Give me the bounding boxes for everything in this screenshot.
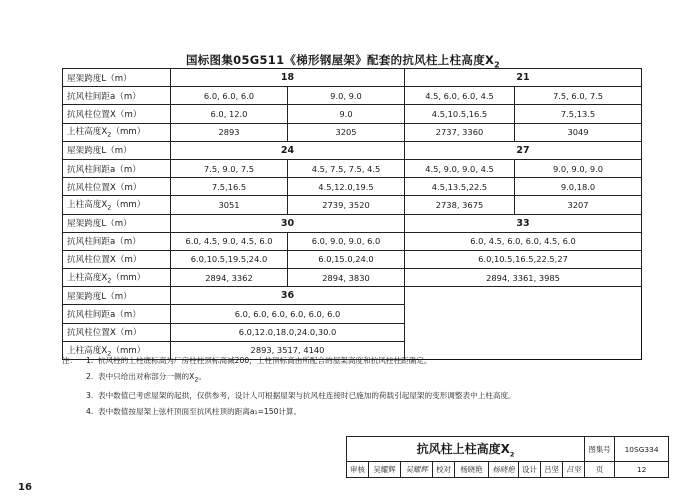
table-cell: 7.5,16.5 <box>171 178 288 196</box>
table-cell: 6.0, 9.0, 9.0, 6.0 <box>288 232 405 250</box>
table-cell: 4.5, 9.0, 9.0, 4.5 <box>405 159 515 177</box>
page-number: 16 <box>18 482 32 493</box>
table-cell: 7.5,13.5 <box>515 105 642 123</box>
span-36: 36 <box>171 287 405 305</box>
row-label-height: 上柱高度$X_2(mm)$ <box>63 269 171 287</box>
check-label: 校对 <box>433 462 455 478</box>
table-cell: 2738, 3675 <box>405 196 515 214</box>
row-label-spacing: 抗风柱间距a（m） <box>63 159 171 177</box>
row-label-span: 屋架跨度L（m） <box>63 287 171 305</box>
row-label-position: 抗风柱位置X（m） <box>63 105 171 123</box>
note-3: 3. 表中数值已考虑屋架的起拱，仅供参考，设计人可根据屋架与抗风柱连接时已施加的荷载引起屋架的变形调整表中上柱高度。 <box>86 390 516 400</box>
span-21: 21 <box>405 69 642 87</box>
table-cell: 9.0,18.0 <box>515 178 642 196</box>
table-cell: 6.0,15.0,24.0 <box>288 250 405 268</box>
table-row <box>63 159 642 177</box>
table-cell: 2739, 3520 <box>288 196 405 214</box>
table-cell: 9.0 <box>288 105 405 123</box>
table-row <box>63 214 642 232</box>
design-label: 设计 <box>519 462 541 478</box>
table-cell: 4.5,13.5,22.5 <box>405 178 515 196</box>
table-cell: 6.0, 4.5, 9.0, 4.5, 6.0 <box>171 232 288 250</box>
row-label-spacing: 抗风柱间距a（m） <box>63 232 171 250</box>
table-cell: 2893, 3517, 4140 <box>171 341 405 359</box>
table-cell: 6.0,12.0,18.0,24.0,30.0 <box>171 323 405 341</box>
table-title: 国标图集05G511《梯形钢屋架》配套的抗风柱上柱高度$X_2$ <box>185 53 501 70</box>
title-block <box>346 436 669 478</box>
row-label-span: 屋架跨度L（m） <box>63 141 171 159</box>
table-row <box>63 323 642 341</box>
table-cell: 3049 <box>515 123 642 141</box>
column-height-table <box>62 68 642 360</box>
table-cell: 4.5,12.0,19.5 <box>288 178 405 196</box>
table-cell: 2894, 3361, 3985 <box>405 269 642 287</box>
table-cell: 2737, 3360 <box>405 123 515 141</box>
review-name: 吴耀辉 <box>369 462 401 478</box>
table-row <box>63 287 642 305</box>
table-cell: 6.0,10.5,19.5,24.0 <box>171 250 288 268</box>
row-label-span: 屋架跨度L（m） <box>63 69 171 87</box>
drawing-title: 抗风柱上柱高度$X_2$ <box>347 437 585 462</box>
check-signature: 杨晓艳 <box>489 462 519 478</box>
row-label-spacing: 抗风柱间距a（m） <box>63 87 171 105</box>
table-row <box>63 269 642 287</box>
row-label-height: 上柱高度$X_2(mm)$ <box>63 123 171 141</box>
table-cell: 3205 <box>288 123 405 141</box>
empty-cell <box>405 305 642 323</box>
table-row <box>63 250 642 268</box>
table-row <box>63 141 642 159</box>
table-row <box>63 123 642 141</box>
table-cell: 2894, 3362 <box>171 269 288 287</box>
table-row <box>63 232 642 250</box>
notes <box>62 353 662 420</box>
table-cell: 7.5, 6.0, 7.5 <box>515 87 642 105</box>
note-2: 2. 表中只给出对称部分一侧的$X_2$。 <box>86 372 207 384</box>
row-label-height: 上柱高度$X_2(mm)$ <box>63 341 171 359</box>
table-cell: 9.0, 9.0 <box>288 87 405 105</box>
table-cell: 7.5, 9.0, 7.5 <box>171 159 288 177</box>
table-cell: 4.5, 7.5, 7.5, 4.5 <box>288 159 405 177</box>
table-cell: 6.0,10.5,16.5,22.5,27 <box>405 250 642 268</box>
span-24: 24 <box>171 141 405 159</box>
table-cell: 2893 <box>171 123 288 141</box>
table-row <box>63 196 642 214</box>
row-label-span: 屋架跨度L（m） <box>63 214 171 232</box>
empty-cell <box>405 323 642 341</box>
atlas-label: 图集号 <box>585 437 615 462</box>
row-label-position: 抗风柱位置X（m） <box>63 323 171 341</box>
span-33: 33 <box>405 214 642 232</box>
design-name: 吕坚 <box>541 462 563 478</box>
table-cell: 2894, 3830 <box>288 269 405 287</box>
table-cell: 6.0, 4.5, 6.0, 6.0, 4.5, 6.0 <box>405 232 642 250</box>
table-cell: 4.5,10.5,16.5 <box>405 105 515 123</box>
row-label-position: 抗风柱位置X（m） <box>63 178 171 196</box>
review-signature: 吴耀辉 <box>401 462 433 478</box>
table-cell: 6.0, 6.0, 6.0 <box>171 87 288 105</box>
table-row <box>63 305 642 323</box>
atlas-number: 10SG334 <box>615 437 669 462</box>
table-row <box>63 178 642 196</box>
table-cell: 3051 <box>171 196 288 214</box>
note-4: 4. 表中数值按屋架上弦杆顶面至抗风柱顶的距离a₁=150计算。 <box>86 406 302 416</box>
design-signature: 吕坚 <box>563 462 585 478</box>
table-row <box>63 105 642 123</box>
table-row <box>63 87 642 105</box>
row-label-position: 抗风柱位置X（m） <box>63 250 171 268</box>
span-18: 18 <box>171 69 405 87</box>
review-label: 审核 <box>347 462 369 478</box>
table-cell: 6.0, 6.0, 6.0, 6.0, 6.0, 6.0 <box>171 305 405 323</box>
span-27: 27 <box>405 141 642 159</box>
table-row <box>63 69 642 87</box>
table-cell: 9.0, 9.0, 9.0 <box>515 159 642 177</box>
check-name: 杨晓艳 <box>455 462 489 478</box>
table-cell: 3207 <box>515 196 642 214</box>
page-value: 12 <box>615 462 669 478</box>
span-30: 30 <box>171 214 405 232</box>
row-label-height: 上柱高度$X_2(mm)$ <box>63 196 171 214</box>
note-1: 注： 1. 抗风柱的上柱底标高为厂房柱柱顶标高减200，上柱顶标高由所配合的屋架高度和抗风柱柱距确定。 <box>62 356 432 365</box>
page-label: 页 <box>585 462 615 478</box>
row-label-spacing: 抗风柱间距a（m） <box>63 305 171 323</box>
empty-cell <box>405 287 642 305</box>
table-cell: 4.5, 6.0, 6.0, 4.5 <box>405 87 515 105</box>
table-cell: 6.0, 12.0 <box>171 105 288 123</box>
